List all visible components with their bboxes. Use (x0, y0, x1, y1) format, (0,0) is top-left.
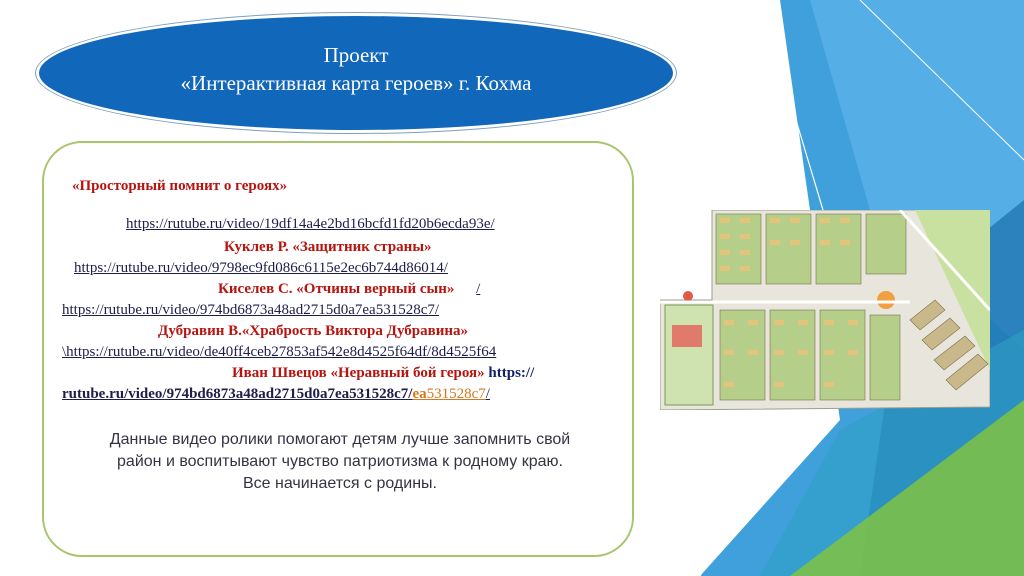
district-map (660, 210, 990, 410)
map-blocks-bottom (720, 310, 900, 400)
item-2-title: Киселев С. «Отчины верный сын» (218, 281, 455, 297)
video-link-5-orange-bold[interactable]: ea (412, 386, 427, 402)
item-2-row (218, 280, 480, 298)
video-link-2[interactable]: https://rutube.ru/video/9798ec9fd086c6115e2ec6b744d86014/ (74, 260, 448, 276)
item-4-row (232, 364, 534, 382)
map-marker (683, 291, 693, 301)
video-link-5[interactable]: rutube.ru/video/974bd6873a48ad2715d0a7ea531528c7/ (62, 386, 413, 402)
summary-text (90, 429, 590, 495)
summary-line-1: Данные видео ролики помогают детям лучше запомнить свой (109, 431, 571, 448)
title-oval (36, 13, 676, 133)
video-link-5-end[interactable]: / (485, 386, 490, 402)
item-3-title: Дубравин В.«Храбрость Виктора Дубравина» (158, 323, 468, 339)
map-school-block (665, 305, 713, 405)
video-link-1[interactable]: https://rutube.ru/video/19df14a4e2bd16bcfd1fd20b6ecda93e/ (126, 216, 495, 232)
panel-heading: «Просторный помнит о героях» (72, 178, 288, 194)
item-4-title: Иван Швецов «Неравный бой героя» (232, 365, 485, 381)
video-link-5-orange[interactable]: 531528c7 (426, 386, 486, 402)
video-link-4[interactable]: \https://rutube.ru/video/de40ff4ceb27853af542e8d4525f64df/8d4525f64 (62, 344, 497, 360)
content-panel (42, 141, 634, 557)
item-4-link-start[interactable]: https:// (488, 365, 535, 381)
item-2-slash-link[interactable]: / (476, 281, 481, 297)
title-line-2: «Интерактивная карта героев» г. Кохма (180, 71, 532, 95)
map-roundabout (877, 291, 895, 309)
map-school-building (672, 325, 702, 347)
video-link-3[interactable]: https://rutube.ru/video/974bd6873a48ad2715d0a7ea531528c7/ (62, 302, 440, 318)
title-line-1: Проект (323, 43, 389, 67)
map-blocks-top (716, 214, 906, 284)
summary-line-2: район и воспитывают чувство патриотизма к родному краю. (117, 453, 563, 470)
video-link-5-row (62, 385, 490, 403)
summary-line-3: Все начинается с родины. (243, 475, 437, 492)
item-1-title: Куклев Р. «Защитник страны» (224, 239, 432, 255)
